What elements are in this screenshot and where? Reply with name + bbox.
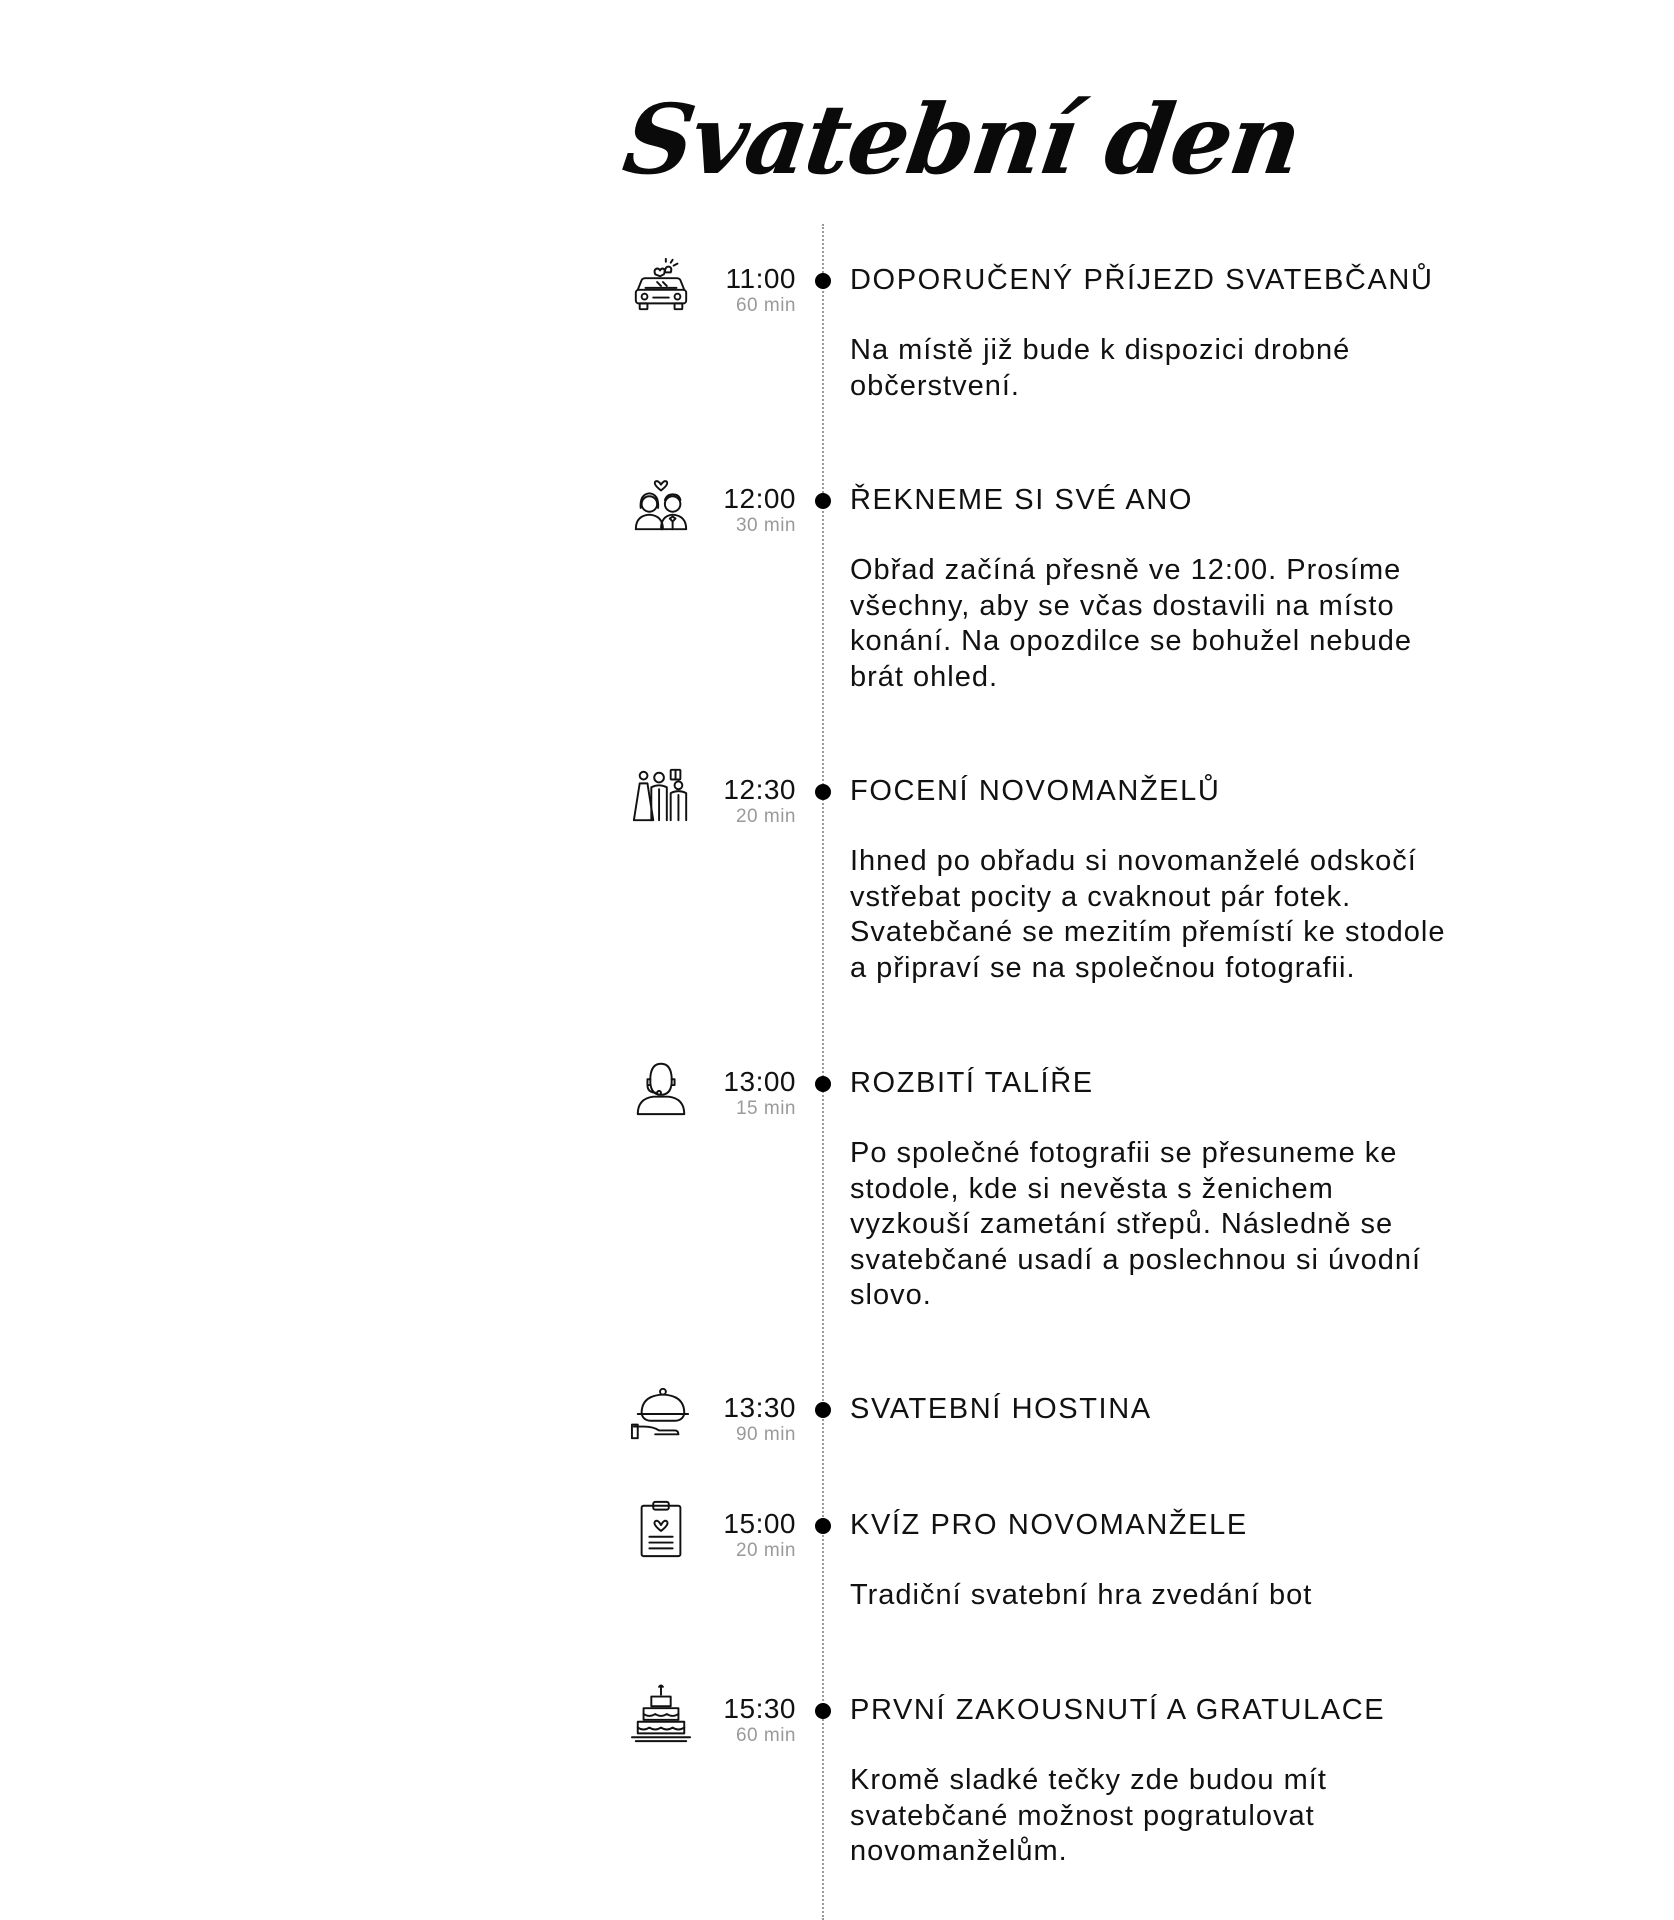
event-title: ROZBITÍ TALÍŘE [850, 1067, 1094, 1099]
timeline-dot [815, 1703, 831, 1719]
event-time: 13:30 [723, 1392, 796, 1423]
timeline-dot [815, 784, 831, 800]
event-description: Ihned po obřadu si novomanželé odskočí vstřebat pocity a cvaknout pár fotek. Svatebčané se mezitím přemístí ke stodole a připraví se na společnou fotografii. [850, 845, 1446, 984]
speaker-headset-icon [630, 1056, 692, 1118]
event-time: 11:00 [725, 263, 796, 294]
serving-cloche-icon [630, 1382, 692, 1444]
event-time: 12:30 [723, 774, 796, 805]
event-title: PRVNÍ ZAKOUSNUTÍ A GRATULACE [850, 1694, 1386, 1726]
bride-groom-icon [630, 473, 692, 535]
event-description: Kromě sladké tečky zde budou mít svatebčané možnost pogratulovat novomanželům. [850, 1764, 1327, 1867]
page-title: Svatební den [617, 83, 1307, 196]
event-time: 15:00 [723, 1508, 796, 1539]
event-title: KVÍZ PRO NOVOMANŽELE [850, 1509, 1248, 1541]
event-duration: 20 min [735, 806, 796, 827]
timeline-dot [815, 1518, 831, 1534]
wedding-car-icon [630, 253, 692, 315]
event-title: SVATEBNÍ HOSTINA [850, 1393, 1152, 1425]
timeline-dot [815, 273, 831, 289]
wedding-party-icon [630, 764, 692, 826]
event-duration: 60 min [735, 1725, 796, 1746]
clipboard-heart-icon [630, 1498, 692, 1560]
event-time: 12:00 [723, 483, 796, 514]
timeline-dot [815, 493, 831, 509]
timeline-dot [815, 1076, 831, 1092]
event-duration: 60 min [735, 295, 796, 316]
event-title: FOCENÍ NOVOMANŽELŮ [850, 775, 1221, 807]
event-description: Po společné fotografii se přesuneme ke stodole, kde si nevěsta s ženichem vyzkouší zametání střepů. Následně se svatebčané usadí a poslechnou si úvodní slovo. [850, 1137, 1422, 1311]
event-duration: 30 min [735, 515, 796, 536]
event-time: 15:30 [723, 1693, 796, 1724]
event-description: Na místě již bude k dispozici drobné občerstvení. [850, 334, 1351, 402]
timeline-dot [815, 1402, 831, 1418]
event-description: Obřad začíná přesně ve 12:00. Prosíme všechny, aby se včas dostavili na místo konání. Na opozdilce se bohužel nebude brát ohled. [850, 554, 1412, 693]
event-title: DOPORUČENÝ PŘÍJEZD SVATEBČANŮ [850, 264, 1434, 296]
event-title: ŘEKNEME SI SVÉ ANO [850, 484, 1194, 516]
event-duration: 20 min [735, 1540, 796, 1561]
timeline-line [822, 224, 824, 1920]
event-time: 13:00 [723, 1066, 796, 1097]
wedding-cake-icon [630, 1683, 692, 1745]
event-duration: 90 min [735, 1424, 796, 1445]
event-duration: 15 min [735, 1098, 796, 1119]
event-description: Tradiční svatební hra zvedání bot [850, 1579, 1313, 1611]
